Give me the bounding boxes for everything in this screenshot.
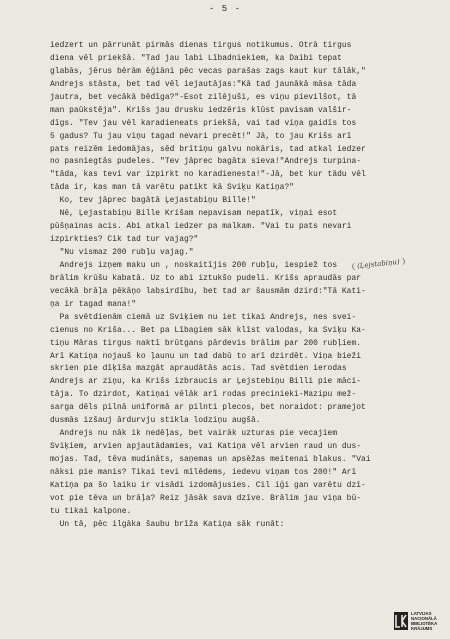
stamp-line: BIBLIOTĒKA — [411, 621, 438, 626]
text-line: nāksi pie manis? Tikai tevi mīlēdems, iedevu viņam tos 200!" Arī — [50, 467, 357, 477]
typed-text-body — [50, 40, 422, 532]
stamp-line: NACIONĀLĀ — [411, 616, 437, 621]
stamp-line: KRĀJUMS — [411, 626, 433, 631]
text-line: Un tā, pēc ilgāka šaubu brīža Katiņa sāk runāt: — [50, 519, 285, 529]
text-line: vot pie tēva un brāļa? Reiz jāsāk sava dzīve. Brālim jau viņa bū- — [50, 493, 362, 503]
text-line: Andrejs izņem maku un , noskaitījis 200 rubļu, iespiež tos — [50, 260, 338, 270]
text-line: no pasniegtās pudeles. "Tev jāprec bagāta sieva!"Andrejs turpina- — [50, 157, 362, 167]
library-logo-icon — [394, 612, 408, 630]
archive-stamp-text — [411, 611, 437, 631]
text-line: sarga dēls pilnā uniformā ar pilnti plecos, bet noraidot: pramejot — [50, 403, 366, 413]
lk-logo-icon — [395, 614, 407, 628]
text-line: iedzert un pārrunāt pirmās dienas tirgus notikumus. Otrā tirgus — [50, 41, 352, 50]
text-line: pūšņainas acis. Abi atkal iedzer pa malkam. "Vai tu pats nevari — [50, 222, 352, 232]
text-line: "Nu vismaz 200 rubļu vajag." — [50, 248, 194, 257]
text-line: tāda ir, kas man tā varētu patikt kā Sviķu Katiņa?" — [50, 183, 295, 193]
text-line: Nē, Ļejastabiņu Bille Krišam nepavisam nepatīk, viņai esot — [50, 209, 338, 219]
text-line: vecākā brāļa pēkāņo labsirdību, bet tad ar šausmām dzird:"Tā Kati- — [50, 286, 366, 296]
text-line: ņa ir tagad mana!" — [50, 299, 137, 309]
page-number: - 5 - — [208, 4, 241, 14]
text-line: Sviķiem, arvien apjautādamies, vai Katiņa vēl arvien raud un dus- — [50, 442, 362, 452]
text-line: Ko, tev jāprec bagātā Ļejastabiņu Bille!" — [50, 196, 256, 206]
text-line: diena vēl priekšā. "Tad jau labi Lībadniekiem, ka Daibi tepat — [50, 53, 342, 63]
stamp-line: LATVIJAS — [411, 611, 432, 616]
text-line: jautra, bet vecākā bēdīga?"-Esot zilējuši, es viņu pievilšot, tā — [50, 92, 357, 102]
text-line: Arī Katiņa nojauš ko ļaunu un tad dabū to arī dzirdēt. Viņa bieži — [50, 351, 362, 361]
text-line: skrien pie dīķīša mazgāt apraudātās acis. Tad svētdien ierodas — [50, 364, 347, 374]
text-line: dīgs. "Tev jau vēl karadieneats priekšā, vai tad viņa gaidīs tos — [50, 118, 357, 128]
text-line: tāja. To dzirdot, Katiņai vēlāk arī rodas precinieki-Mazipu mež- — [50, 390, 357, 400]
text-line: izpirkties? Cik tad tur vajag?" — [50, 235, 199, 245]
text-line: mojas. Tad, tēva mudināts, saņemas un apsēžas meitenai blakus. "Vai — [50, 455, 371, 464]
text-line: "tāda, kas tevi var izpirkt no karadienesta!"-Jā, bet kur tādu vēl — [50, 170, 366, 180]
archive-stamp — [394, 606, 446, 636]
text-line: man paūkstēja". Krišs jau drusku iedzēris klūst pavisam valšir- — [50, 105, 352, 115]
text-line: dusmās izšauj ārdurvju stikla lodziņu augšā. — [50, 416, 261, 426]
text-line: tiņu Māras tirgus naktī brūtgans pārdevis brālim par 200 rubļiem. — [50, 338, 362, 348]
text-line: cienus no Kriša... Bet pa Lībagiem sāk klīst valodas, ka Sviķu Ka- — [50, 325, 366, 335]
text-line: glabās, jērus bērām ēģiāni pēc vecas parašas zags kaut kur tālāk," — [50, 66, 366, 76]
text-line: 5 gadus? Tu jau viņu tagad nevari precēt!" Jā, to jau Krišs arī — [50, 131, 352, 141]
text-line: tu tikai kalpone. — [50, 506, 132, 516]
handwritten-margin-note: (Ļejstabiņu) — [352, 257, 405, 270]
text-line: brālim krūšu kabatā. Uz to abi iztukšo pudeli. Krišs apraudās par — [50, 273, 362, 283]
text-line: Andrejs stāsta, bet tad vēl iejautājas:"Kā tad jaunākā māsa tāda — [50, 79, 357, 89]
text-line: pats reizēm iedomājas, sēd brītiņu galvu nokāris, tad atkal iedzer — [50, 144, 366, 154]
text-line: Andrejs ar ziņu, ka Krišs izbraucis ar Ļejstebiņu Billi pie māci- — [50, 377, 362, 387]
text-line: Andrejs nu nāk ik nedēļas, bet vairāk uzturas pie vecajiem — [50, 429, 338, 439]
text-line: Katiņa pa šo laiku ir visādi izdomājusies. Cil iģi gan varētu dzī- — [50, 480, 366, 490]
text-line: Pa svētdienām ciemā uz Sviķiem nu iet tikai Andrejs, nes svei- — [50, 312, 357, 322]
